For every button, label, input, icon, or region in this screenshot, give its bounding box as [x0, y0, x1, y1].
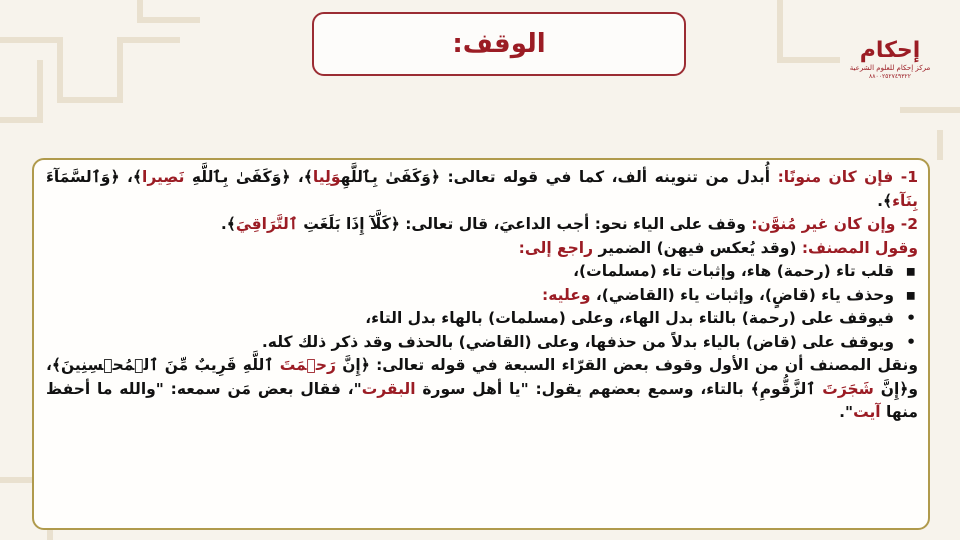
list-item — [46, 260, 916, 284]
title-box — [312, 12, 686, 76]
heading-non-tanween: وإن كان غير مُنوَّن: — [751, 215, 896, 233]
list-item — [46, 284, 916, 308]
heading-tanween: فإن كان منونًا: — [777, 168, 894, 186]
paragraph-1 — [46, 166, 918, 213]
paragraph-2 — [46, 213, 918, 237]
logo-name: إحكام — [859, 38, 921, 63]
bullet-list — [46, 260, 918, 354]
text-4-end: ". — [839, 403, 854, 421]
num-1: 1- — [900, 168, 919, 186]
list-item — [46, 307, 916, 331]
text-4c: "، فقال بعض مَن سمعه: "والله ما أحفظ منها — [46, 379, 918, 421]
verse-1-word: وَلِيا — [312, 168, 341, 186]
square-bullet-icon: ▪ — [905, 285, 916, 304]
text-2: وقف على الياء نحو: أجب الداعيَ، قال تعالى: — [405, 215, 746, 233]
logo-phone: ٨٨٠٠٢٥٢٧٤٩٣٢٢ — [869, 73, 911, 80]
paragraph-3 — [46, 237, 918, 261]
verse-6-word: شَجَرَتَ — [822, 379, 874, 398]
verse-5-rest: ٱللَّهِ قَرِيبٌ مِّنَ ٱلۡمُحۡسِنِينَ﴾، — [46, 356, 274, 374]
verse-3-close: ﴾. — [877, 191, 893, 210]
logo — [846, 26, 934, 96]
paragraph-4 — [46, 354, 918, 425]
num-2: 2- — [900, 215, 918, 233]
verse-5-word: رَحۡمَتَ — [279, 356, 336, 374]
content-box — [32, 158, 930, 530]
page-title: الوقف: — [452, 29, 546, 59]
verse-6-open: ﴿إِنَّ — [880, 379, 909, 398]
word-baqarat: البقرت — [361, 379, 416, 398]
text-4b: بالتاء، وسمع بعضهم يقول: "يا أهل سورة — [422, 379, 744, 398]
verse-2-close: ﴾، — [127, 168, 143, 186]
bullet-3: فيوقف على (رحمة) بالتاء بدل الهاء، وعلى (مسلمات) بالهاء بدل التاء، — [365, 309, 894, 327]
list-item — [46, 331, 916, 355]
dot-bullet-icon: • — [906, 309, 916, 327]
verse-1-close: ﴾، — [297, 168, 313, 186]
word-ayat: آيت — [853, 403, 881, 421]
bullet-2-end: وعليه: — [542, 285, 591, 304]
text-3-end: راجع إلى: — [518, 238, 594, 257]
verse-6-rest: ٱلزَّقُّومِ﴾ — [750, 379, 816, 398]
bullet-1: قلب تاء (رحمة) هاء، وإثبات تاء (مسلمات)، — [573, 262, 894, 280]
verse-1-open: ﴿وَكَفَىٰ بِٱللَّهِ — [340, 168, 440, 186]
dot-bullet-icon: • — [906, 332, 916, 351]
square-bullet-icon: ▪ — [905, 262, 916, 280]
verse-3-word: بِنَآء — [892, 191, 918, 210]
verse-2-open: ﴿وَكَفَىٰ بِٱللَّهِ — [191, 168, 291, 186]
verse-2-word: نَصِيرا — [142, 168, 185, 186]
verse-3-open: ﴿وَٱلسَّمَآءَ — [46, 168, 120, 186]
verse-4-close: ﴾. — [220, 215, 236, 233]
heading-author: وقول المصنف: — [801, 238, 918, 257]
verse-4-word: ٱلتَّرَاقِيَ — [235, 215, 298, 233]
verse-4-open: ﴿كَلَّآ إِذَا بَلَغَتِ — [303, 215, 400, 233]
text-1: أُبدل من تنوينه ألف، كما في قوله تعالى: — [447, 168, 771, 186]
bullet-2: وحذف ياء (قاضٍ)، وإثبات ياء (القاضي)، — [595, 285, 894, 304]
bullet-4: ويوقف على (قاض) بالياء بدلاً من حذفها، وعلى (القاضي) بالحذف وقد ذكر ذلك كله. — [261, 332, 894, 351]
text-4-and: و — [908, 379, 919, 398]
logo-subtitle: مركز إحكام للعلوم الشرعية — [849, 64, 931, 72]
text-4: ونقل المصنف أن من الأول وقوف بعض القرّاء السبعة في قوله تعالى: — [376, 356, 918, 374]
text-3: (وقد يُعكس فيهن) الضمير — [598, 238, 797, 257]
verse-5-open: ﴿إِنَّ — [342, 356, 370, 374]
